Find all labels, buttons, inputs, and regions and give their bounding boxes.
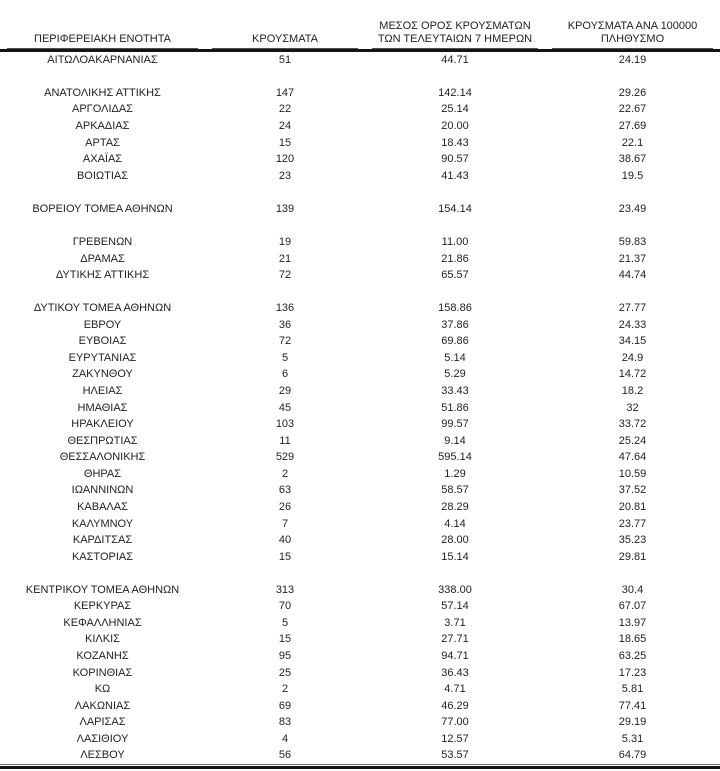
- table-row: [0, 516, 720, 533]
- avg-7day-value: 142.14: [438, 86, 472, 99]
- cases-value: 63: [278, 484, 292, 497]
- region-name: ΑΙΤΩΛΟΑΚΑΡΝΑΝΙΑΣ: [47, 53, 158, 66]
- col-header-avg7: [365, 20, 545, 49]
- table-row: [0, 715, 720, 732]
- col-header-region: [0, 33, 205, 49]
- region-name: ΚΕΦΑΛΛΗΝΙΑΣ: [63, 616, 142, 629]
- region-name: ΗΛΕΙΑΣ: [82, 385, 123, 398]
- region-name: ΚΑΒΑΛΑΣ: [77, 500, 128, 513]
- table-row: [0, 118, 720, 135]
- cases-value: 147: [275, 86, 295, 99]
- avg-7day-value: 51.86: [441, 401, 469, 414]
- cases-value: 95: [278, 650, 292, 663]
- spacer-row: [0, 565, 720, 582]
- table-row: [0, 334, 720, 351]
- region-name: ΛΑΡΙΣΑΣ: [79, 716, 126, 729]
- cases-value: 72: [278, 335, 292, 348]
- table-header: [0, 20, 720, 49]
- cases-value: 120: [275, 153, 295, 166]
- avg-7day-value: 53.57: [441, 749, 469, 762]
- region-name: ΑΡΓΟΛΙΔΑΣ: [72, 103, 133, 116]
- region-name: ΔΥΤΙΚΟΥ ΤΟΜΕΑ ΑΘΗΝΩΝ: [33, 302, 172, 315]
- region-name: ΕΥΡΥΤΑΝΙΑΣ: [68, 351, 137, 364]
- per-100k-value: 10.59: [618, 467, 647, 480]
- region-name: ΔΥΤΙΚΗΣ ΑΤΤΙΚΗΣ: [55, 269, 150, 282]
- per-100k-value: 59.83: [618, 235, 647, 248]
- region-name: ΑΡΚΑΔΙΑΣ: [75, 120, 130, 133]
- per-100k-value: 23.77: [618, 517, 647, 530]
- avg-7day-value: 18.43: [441, 136, 469, 149]
- per-100k-value: 38.67: [618, 153, 647, 166]
- region-name: ΒΟΙΩΤΙΑΣ: [76, 169, 129, 182]
- cases-value: 11: [279, 434, 291, 447]
- table-row: [0, 648, 720, 665]
- col-header-avg7-line1: ΜΕΣΟΣ ΟΡΟΣ ΚΡΟΥΣΜΑΤΩΝ: [379, 20, 531, 32]
- cases-value: 22: [278, 103, 292, 116]
- avg-7day-value: 28.00: [441, 534, 469, 547]
- per-100k-value: 18.2: [621, 385, 644, 398]
- avg-7day-value: 41.43: [441, 169, 469, 182]
- avg-7day-value: 595.14: [438, 451, 472, 464]
- region-name: ΔΡΑΜΑΣ: [80, 252, 125, 265]
- per-100k-value: 35.23: [618, 534, 647, 547]
- col-header-per100k: [545, 20, 720, 49]
- table-row: [0, 168, 720, 185]
- col-header-region-line1: ΠΕΡΙΦΕΡΕΙΑΚΗ ΕΝΟΤΗΤΑ: [34, 33, 171, 45]
- region-name: ΚΑΛΥΜΝΟΥ: [71, 517, 134, 530]
- cases-value: 51: [278, 53, 292, 66]
- per-100k-value: 13.97: [618, 616, 647, 629]
- cases-value: 21: [278, 252, 292, 265]
- spacer-row: [0, 185, 720, 202]
- cases-value: 83: [278, 716, 292, 729]
- avg-7day-value: 69.86: [441, 335, 469, 348]
- per-100k-value: 29.19: [618, 716, 647, 729]
- cases-value: 26: [278, 500, 292, 513]
- region-name: ΛΑΣΙΘΙΟΥ: [76, 732, 129, 745]
- avg-7day-value: 44.71: [441, 53, 469, 66]
- table-row: [0, 151, 720, 168]
- per-100k-value: 21.37: [618, 252, 647, 265]
- region-name: ΚΩ: [94, 683, 111, 696]
- avg-7day-value: 338.00: [438, 583, 472, 596]
- table-row: [0, 615, 720, 632]
- cases-value: 15: [278, 633, 292, 646]
- spacer-row: [0, 69, 720, 86]
- region-name: ΚΙΛΚΙΣ: [85, 633, 120, 646]
- table-row: [0, 400, 720, 417]
- per-100k-value: 27.69: [618, 120, 647, 133]
- table-row: [0, 698, 720, 715]
- spacer-row: [0, 284, 720, 301]
- region-name: ΘΕΣΣΑΛΟΝΙΚΗΣ: [59, 451, 146, 464]
- per-100k-value: 5.81: [621, 683, 644, 696]
- cases-value: 5: [281, 616, 289, 629]
- region-name: ΙΩΑΝΝΙΝΩΝ: [71, 484, 134, 497]
- table-row: [0, 102, 720, 119]
- per-100k-value: 44.74: [618, 269, 647, 282]
- avg-7day-value: 9.14: [444, 434, 466, 447]
- table-row: [0, 532, 720, 549]
- cases-value: 19: [278, 235, 292, 248]
- per-100k-value: 29.81: [618, 550, 647, 563]
- table-row: [0, 450, 720, 467]
- avg-7day-value: 37.86: [441, 318, 469, 331]
- avg-7day-value: 99.57: [441, 418, 469, 431]
- region-name: ΗΡΑΚΛΕΙΟΥ: [71, 418, 134, 431]
- cases-value: 56: [278, 749, 292, 762]
- table-row: [0, 549, 720, 566]
- table-row: [0, 251, 720, 268]
- avg-7day-value: 58.57: [441, 484, 469, 497]
- per-100k-value: 47.64: [618, 451, 647, 464]
- region-name: ΛΑΚΩΝΙΑΣ: [74, 699, 131, 712]
- region-name: ΘΗΡΑΣ: [83, 467, 122, 480]
- avg-7day-value: 25.14: [441, 103, 469, 116]
- region-name: ΓΡΕΒΕΝΩΝ: [72, 235, 133, 248]
- region-name: ΒΟΡΕΙΟΥ ΤΟΜΕΑ ΑΘΗΝΩΝ: [32, 202, 173, 215]
- cases-value: 2: [281, 683, 289, 696]
- cases-value: 23: [278, 169, 292, 182]
- table-row: [0, 599, 720, 616]
- region-name: ΚΑΣΤΟΡΙΑΣ: [71, 550, 134, 563]
- region-name: ΕΒΡΟΥ: [83, 318, 122, 331]
- per-100k-value: 30.4: [621, 583, 644, 596]
- avg-7day-value: 12.57: [441, 732, 469, 745]
- spacer-row: [0, 218, 720, 235]
- col-header-per100k-line1: ΚΡΟΥΣΜΑΤΑ ΑΝΑ 100000: [567, 20, 698, 32]
- bottom-rule: [0, 766, 720, 769]
- cases-value: 15: [278, 550, 292, 563]
- table-row: [0, 317, 720, 334]
- cases-value: 72: [278, 269, 292, 282]
- table-row: [0, 267, 720, 284]
- table-row: [0, 483, 720, 500]
- avg-7day-value: 4.71: [444, 683, 466, 696]
- cases-value: 24: [278, 120, 292, 133]
- region-name: ΑΡΤΑΣ: [85, 136, 120, 149]
- per-100k-value: 14.72: [618, 368, 647, 381]
- table-row: [0, 466, 720, 483]
- cases-value: 4: [281, 732, 289, 745]
- per-100k-value: 77.41: [618, 699, 647, 712]
- cases-value: 25: [278, 666, 292, 679]
- per-100k-value: 19.5: [621, 169, 644, 182]
- per-100k-value: 34.15: [618, 335, 647, 348]
- table-row: [0, 731, 720, 748]
- table-row: [0, 499, 720, 516]
- per-100k-value: 27.77: [618, 302, 647, 315]
- table-row: [0, 234, 720, 251]
- avg-7day-value: 36.43: [441, 666, 469, 679]
- col-header-per100k-line2: ΠΛΗΘΥΣΜΟ: [600, 33, 665, 45]
- avg-7day-value: 15.14: [441, 550, 469, 563]
- per-100k-value: 5.31: [621, 732, 644, 745]
- avg-7day-value: 21.86: [441, 252, 469, 265]
- avg-7day-value: 94.71: [441, 650, 469, 663]
- per-100k-value: 25.24: [618, 434, 647, 447]
- per-100k-value: 32: [626, 401, 639, 414]
- cases-value: 36: [278, 318, 292, 331]
- avg-7day-value: 90.57: [441, 153, 469, 166]
- cases-value: 29: [278, 385, 292, 398]
- avg-7day-value: 1.29: [444, 467, 466, 480]
- cases-value: 69: [278, 699, 292, 712]
- avg-7day-value: 4.14: [444, 517, 466, 530]
- cases-value: 15: [278, 136, 292, 149]
- avg-7day-value: 27.71: [441, 633, 469, 646]
- avg-7day-value: 28.29: [441, 500, 469, 513]
- region-name: ΑΝΑΤΟΛΙΚΗΣ ΑΤΤΙΚΗΣ: [44, 86, 161, 99]
- region-name: ΚΟΖΑΝΗΣ: [76, 650, 129, 663]
- per-100k-value: 33.72: [618, 418, 647, 431]
- per-100k-value: 64.79: [618, 749, 647, 762]
- region-name: ΛΕΣΒΟΥ: [80, 749, 125, 762]
- cases-value: 45: [278, 401, 292, 414]
- avg-7day-value: 11.00: [441, 235, 469, 248]
- avg-7day-value: 158.86: [438, 302, 472, 315]
- table-row: [0, 367, 720, 384]
- per-100k-value: 17.23: [618, 666, 647, 679]
- per-100k-value: 24.19: [618, 53, 647, 66]
- table-row: [0, 681, 720, 698]
- per-100k-value: 18.65: [618, 633, 647, 646]
- avg-7day-value: 77.00: [441, 716, 469, 729]
- table-row: [0, 748, 720, 765]
- avg-7day-value: 46.29: [441, 699, 469, 712]
- cases-value: 40: [278, 534, 292, 547]
- cases-value: 7: [281, 517, 289, 530]
- cases-value: 139: [275, 202, 295, 215]
- table-row: [0, 135, 720, 152]
- cases-value: 313: [275, 583, 295, 596]
- table-row: [0, 433, 720, 450]
- per-100k-value: 29.26: [618, 86, 647, 99]
- per-100k-value: 23.49: [618, 202, 647, 215]
- avg-7day-value: 5.14: [444, 351, 466, 364]
- table-body: [0, 52, 720, 764]
- cases-value: 103: [275, 418, 295, 431]
- table-row: [0, 665, 720, 682]
- table-row: [0, 300, 720, 317]
- avg-7day-value: 154.14: [438, 202, 472, 215]
- per-100k-value: 24.33: [618, 318, 647, 331]
- region-name: ΗΜΑΘΙΑΣ: [77, 401, 128, 414]
- per-100k-value: 37.52: [618, 484, 647, 497]
- per-100k-value: 24.9: [621, 351, 644, 364]
- cases-value: 5: [281, 351, 289, 364]
- per-100k-value: 22.1: [621, 136, 644, 149]
- table-row: [0, 632, 720, 649]
- region-name: ΘΕΣΠΡΩΤΙΑΣ: [67, 434, 138, 447]
- region-name: ΚΟΡΙΝΘΙΑΣ: [72, 666, 133, 679]
- col-header-cases-line1: ΚΡΟΥΣΜΑΤΑ: [252, 33, 318, 45]
- col-header-cases: [205, 33, 365, 49]
- table-row: [0, 582, 720, 599]
- cases-value: 70: [278, 600, 292, 613]
- cases-value: 2: [281, 467, 289, 480]
- region-name: ΕΥΒΟΙΑΣ: [78, 335, 127, 348]
- cases-value: 529: [275, 451, 295, 464]
- cases-value: 6: [281, 368, 289, 381]
- region-name: ΚΑΡΔΙΤΣΑΣ: [72, 534, 133, 547]
- avg-7day-value: 33.43: [441, 385, 469, 398]
- cases-value: 136: [275, 302, 295, 315]
- table-row: [0, 85, 720, 102]
- region-name: ΑΧΑΪΑΣ: [82, 153, 123, 166]
- per-100k-value: 20.81: [618, 500, 647, 513]
- region-name: ΚΕΝΤΡΙΚΟΥ ΤΟΜΕΑ ΑΘΗΝΩΝ: [25, 583, 180, 596]
- avg-7day-value: 20.00: [441, 120, 469, 133]
- per-100k-value: 67.07: [618, 600, 647, 613]
- region-name: ΖΑΚΥΝΘΟΥ: [72, 368, 133, 381]
- table-row: [0, 201, 720, 218]
- region-name: ΚΕΡΚΥΡΑΣ: [73, 600, 132, 613]
- table-row: [0, 350, 720, 367]
- table-row: [0, 383, 720, 400]
- avg-7day-value: 57.14: [441, 600, 469, 613]
- col-header-avg7-line2: ΤΩΝ ΤΕΛΕΥΤΑΙΩΝ 7 ΗΜΕΡΩΝ: [377, 33, 533, 45]
- table-row: [0, 416, 720, 433]
- per-100k-value: 63.25: [618, 650, 647, 663]
- avg-7day-value: 3.71: [444, 616, 466, 629]
- avg-7day-value: 65.57: [441, 269, 469, 282]
- avg-7day-value: 5.29: [444, 368, 466, 381]
- per-100k-value: 22.67: [618, 103, 647, 116]
- table-row: [0, 52, 720, 69]
